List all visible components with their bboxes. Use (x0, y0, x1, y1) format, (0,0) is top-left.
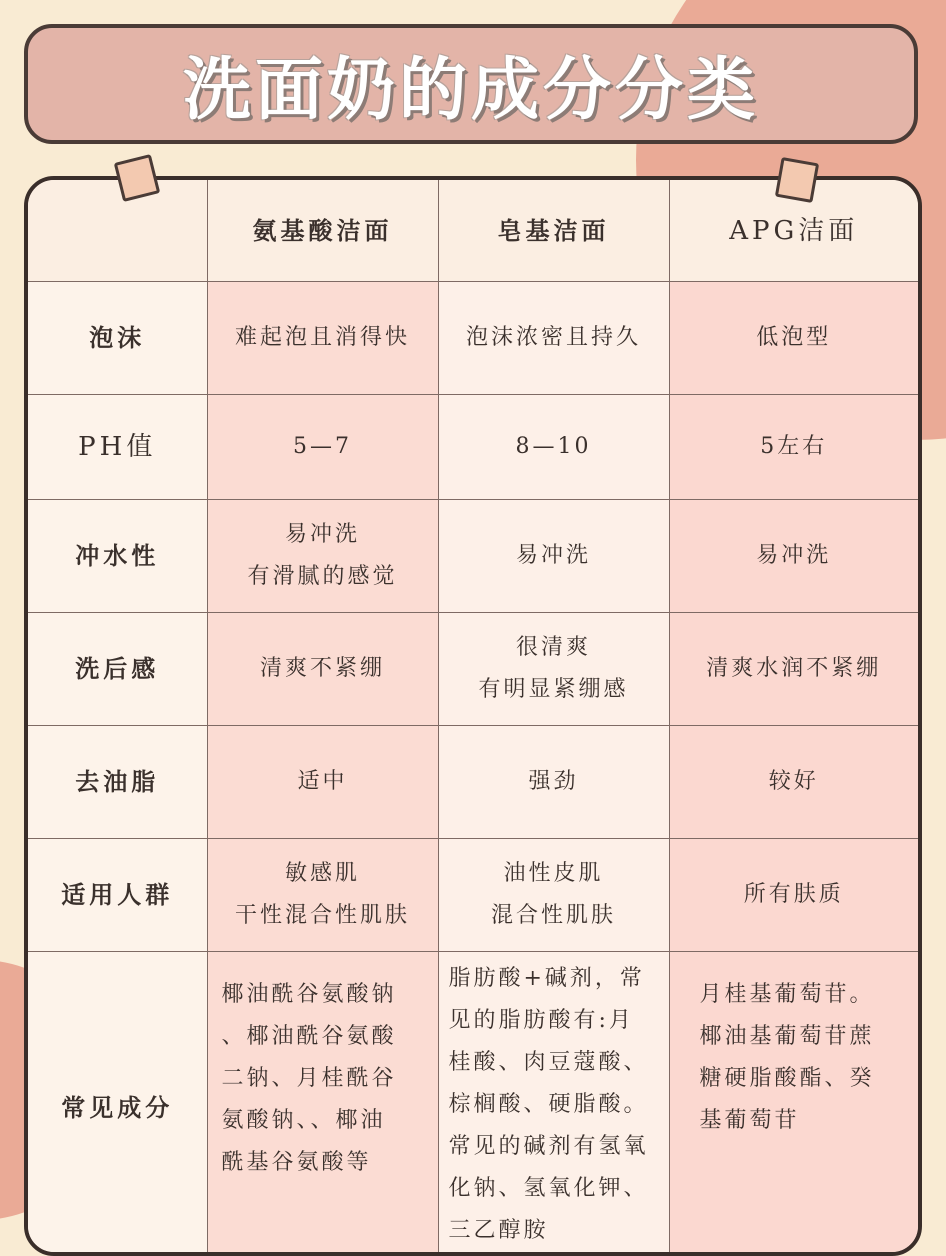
table-cell: 强劲 (438, 726, 669, 839)
row-label-rinse: 冲水性 (28, 500, 207, 613)
row-label-oil-removal: 去油脂 (28, 726, 207, 839)
table-cell: 月桂基葡萄苷。 椰油基葡萄苷蔗 糖硬脂酸酯、癸 基葡萄苷 (669, 952, 918, 1256)
table-row (28, 613, 918, 726)
table-cell: 油性皮肌 混合性肌肤 (438, 839, 669, 952)
table-cell: 清爽水润不紧绷 (669, 613, 918, 726)
table-cell: 脂肪酸+碱剂，常 见的脂肪酸有:月 桂酸、肉豆蔻酸、 棕榈酸、硬脂酸。 常见的碱剂有氢氧 化钠、氢氧化钾、 三乙醇胺 (438, 952, 669, 1256)
row-label-ingredients: 常见成分 (28, 952, 207, 1256)
header-amino-acid: 氨基酸洁面 (207, 180, 438, 282)
table-cell: 易冲洗 有滑腻的感觉 (207, 500, 438, 613)
row-label-ph: PH值 (28, 395, 207, 500)
header-apg: APG洁面 (669, 180, 918, 282)
table-cell: 所有肤质 (669, 839, 918, 952)
table-cell: 难起泡且消得快 (207, 282, 438, 395)
table-cell: 适中 (207, 726, 438, 839)
header-soap-based: 皂基洁面 (438, 180, 669, 282)
row-label-after-feel: 洗后感 (28, 613, 207, 726)
table-cell: 敏感肌 干性混合性肌肤 (207, 839, 438, 952)
table-cell: 泡沫浓密且持久 (438, 282, 669, 395)
title-banner (24, 24, 918, 144)
comparison-table (24, 176, 922, 1256)
table-cell: 5—7 (207, 395, 438, 500)
page-title: 洗面奶的成分分类 (183, 36, 759, 133)
table-cell: 易冲洗 (669, 500, 918, 613)
header-corner (28, 180, 207, 282)
table-row (28, 500, 918, 613)
table-cell: 清爽不紧绷 (207, 613, 438, 726)
table-cell: 椰油酰谷氨酸钠 、椰油酰谷氨酸 二钠、月桂酰谷 氨酸钠、、椰油 酰基谷氨酸等 (207, 952, 438, 1256)
table-row (28, 726, 918, 839)
decor-tab-right (775, 157, 819, 203)
table-cell: 很清爽 有明显紧绷感 (438, 613, 669, 726)
row-label-target-users: 适用人群 (28, 839, 207, 952)
table-cell: 5左右 (669, 395, 918, 500)
table-cell: 较好 (669, 726, 918, 839)
table-row (28, 839, 918, 952)
table-cell: 低泡型 (669, 282, 918, 395)
table-row (28, 282, 918, 395)
table-cell: 易冲洗 (438, 500, 669, 613)
row-label-foam: 泡沫 (28, 282, 207, 395)
table-row (28, 952, 918, 1256)
table-cell: 8—10 (438, 395, 669, 500)
table-row (28, 395, 918, 500)
